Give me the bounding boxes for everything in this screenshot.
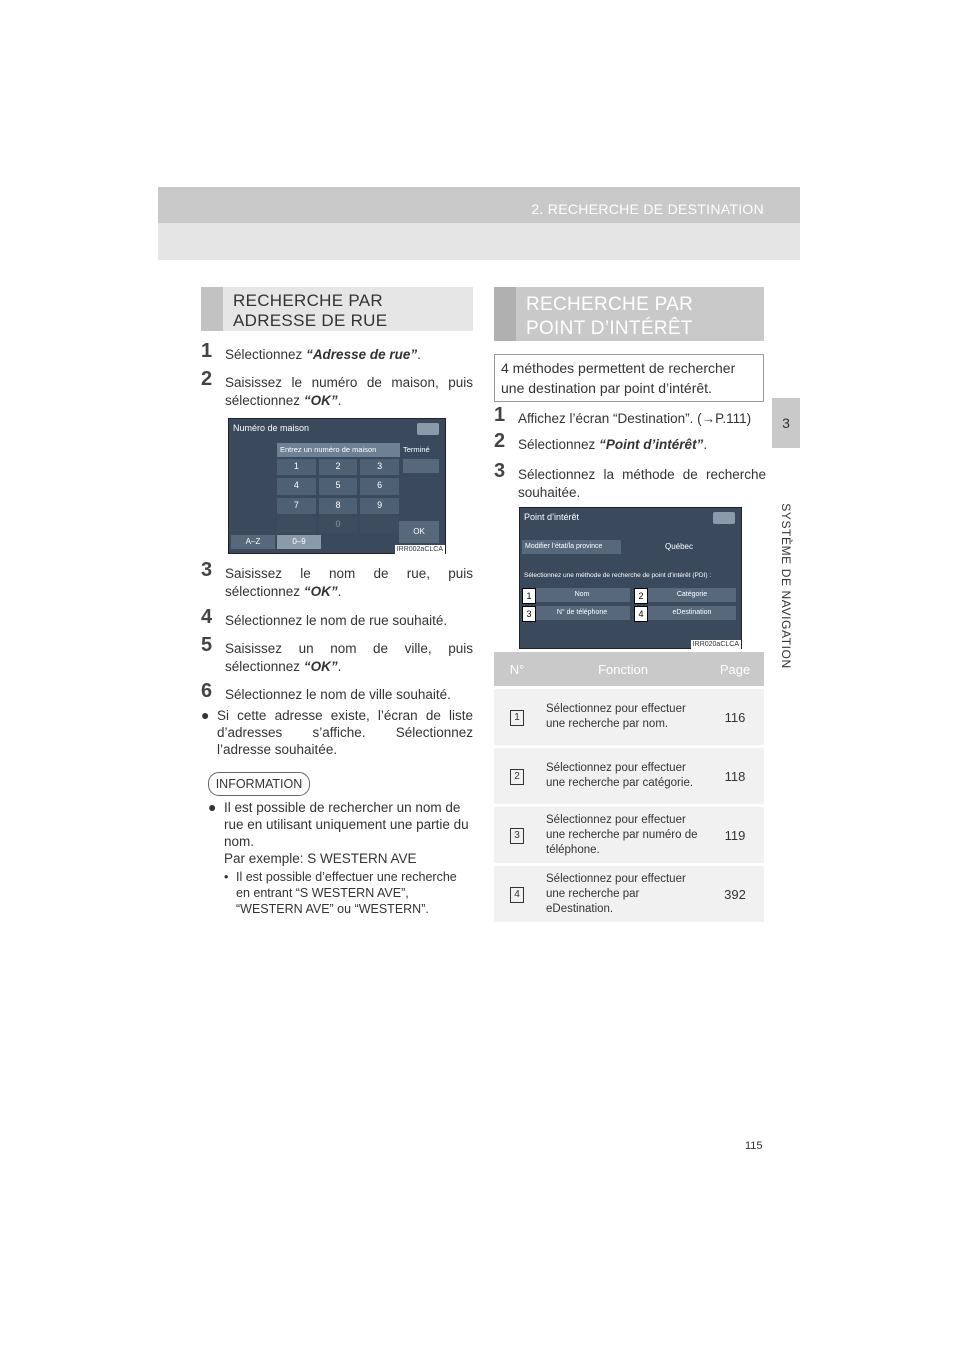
step-number: 1 (494, 404, 506, 426)
screen-title: Numéro de maison (233, 423, 310, 433)
back-icon (713, 512, 735, 524)
ok-button: OK (399, 521, 439, 543)
row-function: Sélectionnez pour effectuer une recherche par eDestination. (540, 865, 706, 923)
step-item (494, 404, 766, 428)
step-item (201, 680, 473, 704)
poi-screen (519, 507, 742, 649)
header-band (158, 187, 800, 223)
table-row (494, 865, 764, 923)
prompt-field: Entrez un numéro de maison (277, 443, 400, 457)
step-number: 3 (201, 559, 213, 581)
key: 1 (277, 459, 316, 475)
step-text: Saisissez un nom de ville, puis sélectionnez “OK”. (225, 641, 473, 674)
method-prompt: Sélectionnez une méthode de recherche de point d’intérêt (PDI) : (524, 572, 712, 579)
back-icon (417, 423, 439, 435)
step-item (201, 368, 473, 410)
step-number: 6 (201, 680, 213, 702)
step-item (201, 606, 473, 630)
row-function: Sélectionnez pour effectuer une recherche par numéro de téléphone. (540, 806, 706, 865)
heading-bar (201, 287, 223, 331)
table-header-row (494, 652, 764, 688)
key: 6 (360, 478, 399, 494)
bullet-text: Si cette adresse existe, l’écran de liste d’adresses s’affiche. Sélectionnez l’adresse souhaitée. (217, 708, 473, 757)
chapter-side-label (769, 466, 803, 706)
phone-button: N° de téléphone (534, 606, 630, 620)
step-number: 2 (494, 430, 506, 452)
screen-title: Point d’intérêt (524, 512, 580, 522)
section-heading-text: RECHERCHE PAR POINT D’INTÉRÊT (526, 294, 694, 339)
section-heading-text: RECHERCHE PAR ADRESSE DE RUE (233, 291, 388, 330)
key: 4 (277, 478, 316, 494)
key: 3 (360, 459, 399, 475)
row-page: 118 (706, 747, 764, 806)
information-subnote-text: Il est possible d’effectuer une recherche en entrant “S WESTERN AVE”, “WESTERN AVE” ou “WESTERN”. (236, 870, 457, 916)
chapter-number-tab: 3 (772, 398, 800, 448)
step-text: Sélectionnez le nom de rue souhaité. (225, 613, 448, 628)
information-label: INFORMATION (208, 772, 310, 796)
keypad (277, 459, 399, 533)
tab-az: A–Z (231, 535, 275, 549)
step-item (494, 460, 766, 502)
step-text: Saisissez le numéro de maison, puis sélectionnez “OK”. (225, 375, 473, 408)
information-text: Il est possible de rechercher un nom de rue en utilisant uniquement une partie du nom. (224, 800, 469, 849)
step-text: Affichez l’écran “Destination”. (→P.111) (518, 411, 752, 426)
step-item (201, 634, 473, 676)
section-heading-street-address (201, 287, 473, 331)
edestination-button: eDestination (648, 606, 736, 620)
table-row (494, 806, 764, 865)
key: 2 (319, 459, 358, 475)
step-text: Sélectionnez le nom de ville souhaité. (225, 687, 451, 702)
information-subnote (224, 869, 473, 917)
step-item (201, 340, 473, 364)
chapter-title: 2. RECHERCHE DE DESTINATION (531, 201, 764, 217)
delete-key (403, 459, 439, 473)
sub-bullet: • (224, 870, 229, 884)
marker-4: 4 (634, 606, 648, 622)
bullet-dot: ● (208, 799, 217, 815)
bullet-note (201, 707, 473, 758)
category-button: Catégorie (648, 588, 736, 602)
key: 0 (319, 517, 358, 533)
row-page: 392 (706, 865, 764, 923)
information-example: Par exemple: S WESTERN AVE (224, 851, 417, 866)
row-function: Sélectionnez pour effectuer une recherche par catégorie. (540, 747, 706, 806)
step-number: 2 (201, 368, 213, 390)
marker-2: 2 (634, 588, 648, 604)
image-caption: IRR002aCLCA (396, 546, 443, 553)
step-text: Saisissez le nom de rue, puis sélectionnez “OK”. (225, 566, 473, 599)
province-button: Modifier l’état/la province (522, 540, 621, 554)
column-header: N° (494, 652, 540, 688)
row-number: 4 (510, 887, 524, 903)
province-value: Québec (664, 542, 694, 551)
heading-bar (494, 287, 516, 341)
row-number: 3 (510, 828, 524, 844)
section-heading-poi (494, 287, 764, 341)
marker-1: 1 (522, 588, 536, 604)
row-number: 1 (510, 710, 524, 726)
image-caption: IRR020aCLCA (692, 641, 739, 648)
house-number-screen (228, 418, 446, 554)
done-button: Terminé (403, 445, 430, 454)
name-button: Nom (534, 588, 630, 602)
step-number: 1 (201, 340, 213, 362)
key: 7 (277, 498, 316, 514)
row-page: 119 (706, 806, 764, 865)
key: 5 (319, 478, 358, 494)
step-item (201, 559, 473, 601)
tab-09: 0–9 (277, 535, 321, 549)
page-header (158, 187, 800, 260)
row-number: 2 (510, 769, 524, 785)
step-number: 4 (201, 606, 213, 628)
page-number: 115 (745, 1140, 763, 1152)
function-table (494, 652, 764, 922)
key: 8 (319, 498, 358, 514)
step-item (494, 430, 766, 454)
column-header: Fonction (540, 652, 706, 688)
bullet-dot: ● (201, 707, 210, 723)
chapter-side-label-text: SYSTÈME DE NAVIGATION (779, 503, 793, 669)
table-row (494, 688, 764, 747)
column-header: Page (706, 652, 764, 688)
row-page: 116 (706, 688, 764, 747)
step-text: Sélectionnez la méthode de recherche souhaitée. (518, 467, 766, 500)
marker-3: 3 (522, 606, 536, 622)
information-note (208, 799, 473, 917)
step-number: 3 (494, 460, 506, 482)
key: 9 (360, 498, 399, 514)
table-row (494, 747, 764, 806)
step-number: 5 (201, 634, 213, 656)
row-function: Sélectionnez pour effectuer une recherche par nom. (540, 688, 706, 747)
step-text: Sélectionnez “Point d’intérêt”. (518, 437, 708, 452)
intro-box: 4 méthodes permettent de rechercher une destination par point d’intérêt. (494, 354, 764, 402)
step-text: Sélectionnez “Adresse de rue”. (225, 347, 421, 362)
